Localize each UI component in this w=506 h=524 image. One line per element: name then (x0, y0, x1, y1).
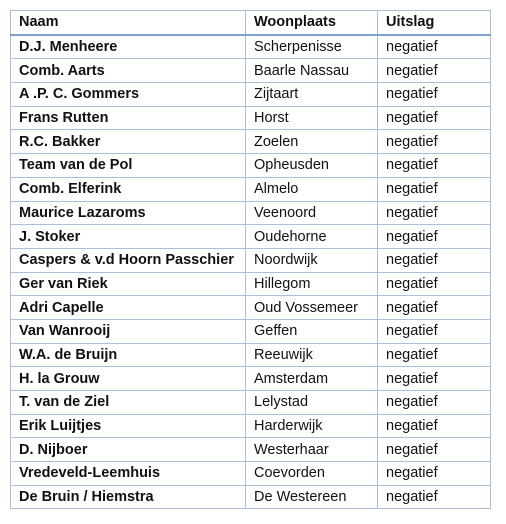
naam-cell: D.J. Menheere (11, 35, 246, 59)
woonplaats-cell: De Westereen (246, 485, 378, 509)
naam-cell: D. Nijboer (11, 438, 246, 462)
table-row (11, 225, 491, 249)
table-row (11, 59, 491, 83)
uitslag-cell: negatief (378, 177, 491, 201)
table-row (11, 177, 491, 201)
naam-cell: Erik Luijtjes (11, 414, 246, 438)
woonplaats-cell: Westerhaar (246, 438, 378, 462)
table-row (11, 414, 491, 438)
woonplaats-cell: Oud Vossemeer (246, 296, 378, 320)
woonplaats-cell: Noordwijk (246, 248, 378, 272)
uitslag-cell: negatief (378, 296, 491, 320)
header-woonplaats: Woonplaats (246, 11, 378, 35)
naam-cell: H. la Grouw (11, 367, 246, 391)
naam-cell: Comb. Elferink (11, 177, 246, 201)
table-header (11, 11, 491, 35)
table-row (11, 154, 491, 178)
table-row (11, 248, 491, 272)
naam-cell: R.C. Bakker (11, 130, 246, 154)
uitslag-cell: negatief (378, 485, 491, 509)
table-body (11, 35, 491, 509)
naam-cell: Caspers & v.d Hoorn Passchier (11, 248, 246, 272)
naam-cell: Maurice Lazaroms (11, 201, 246, 225)
woonplaats-cell: Harderwijk (246, 414, 378, 438)
woonplaats-cell: Reeuwijk (246, 343, 378, 367)
uitslag-cell: negatief (378, 106, 491, 130)
naam-cell: Van Wanrooij (11, 319, 246, 343)
woonplaats-cell: Horst (246, 106, 378, 130)
naam-cell: De Bruin / Hiemstra (11, 485, 246, 509)
table-row (11, 106, 491, 130)
woonplaats-cell: Zoelen (246, 130, 378, 154)
uitslag-cell: negatief (378, 343, 491, 367)
table-row (11, 343, 491, 367)
woonplaats-cell: Oudehorne (246, 225, 378, 249)
uitslag-cell: negatief (378, 319, 491, 343)
naam-cell: Ger van Riek (11, 272, 246, 296)
uitslag-cell: negatief (378, 201, 491, 225)
uitslag-cell: negatief (378, 225, 491, 249)
woonplaats-cell: Amsterdam (246, 367, 378, 391)
table-row (11, 296, 491, 320)
results-table-container (10, 10, 491, 509)
uitslag-cell: negatief (378, 248, 491, 272)
results-table (10, 10, 491, 509)
uitslag-cell: negatief (378, 462, 491, 486)
woonplaats-cell: Veenoord (246, 201, 378, 225)
table-row (11, 485, 491, 509)
table-row (11, 201, 491, 225)
table-row (11, 83, 491, 107)
naam-cell: W.A. de Bruijn (11, 343, 246, 367)
woonplaats-cell: Almelo (246, 177, 378, 201)
woonplaats-cell: Zijtaart (246, 83, 378, 107)
uitslag-cell: negatief (378, 35, 491, 59)
uitslag-cell: negatief (378, 367, 491, 391)
uitslag-cell: negatief (378, 414, 491, 438)
woonplaats-cell: Coevorden (246, 462, 378, 486)
naam-cell: A .P. C. Gommers (11, 83, 246, 107)
woonplaats-cell: Lelystad (246, 391, 378, 415)
naam-cell: Frans Rutten (11, 106, 246, 130)
header-uitslag: Uitslag (378, 11, 491, 35)
table-row (11, 35, 491, 59)
naam-cell: J. Stoker (11, 225, 246, 249)
naam-cell: Team van de Pol (11, 154, 246, 178)
uitslag-cell: negatief (378, 130, 491, 154)
uitslag-cell: negatief (378, 59, 491, 83)
table-row (11, 438, 491, 462)
woonplaats-cell: Hillegom (246, 272, 378, 296)
table-row (11, 367, 491, 391)
header-row (11, 11, 491, 35)
table-row (11, 319, 491, 343)
table-row (11, 272, 491, 296)
uitslag-cell: negatief (378, 83, 491, 107)
naam-cell: Vredeveld-Leemhuis (11, 462, 246, 486)
naam-cell: Adri Capelle (11, 296, 246, 320)
uitslag-cell: negatief (378, 438, 491, 462)
woonplaats-cell: Scherpenisse (246, 35, 378, 59)
table-row (11, 462, 491, 486)
woonplaats-cell: Baarle Nassau (246, 59, 378, 83)
woonplaats-cell: Opheusden (246, 154, 378, 178)
table-row (11, 391, 491, 415)
uitslag-cell: negatief (378, 272, 491, 296)
uitslag-cell: negatief (378, 391, 491, 415)
woonplaats-cell: Geffen (246, 319, 378, 343)
uitslag-cell: negatief (378, 154, 491, 178)
naam-cell: T. van de Ziel (11, 391, 246, 415)
table-row (11, 130, 491, 154)
naam-cell: Comb. Aarts (11, 59, 246, 83)
header-naam: Naam (11, 11, 246, 35)
